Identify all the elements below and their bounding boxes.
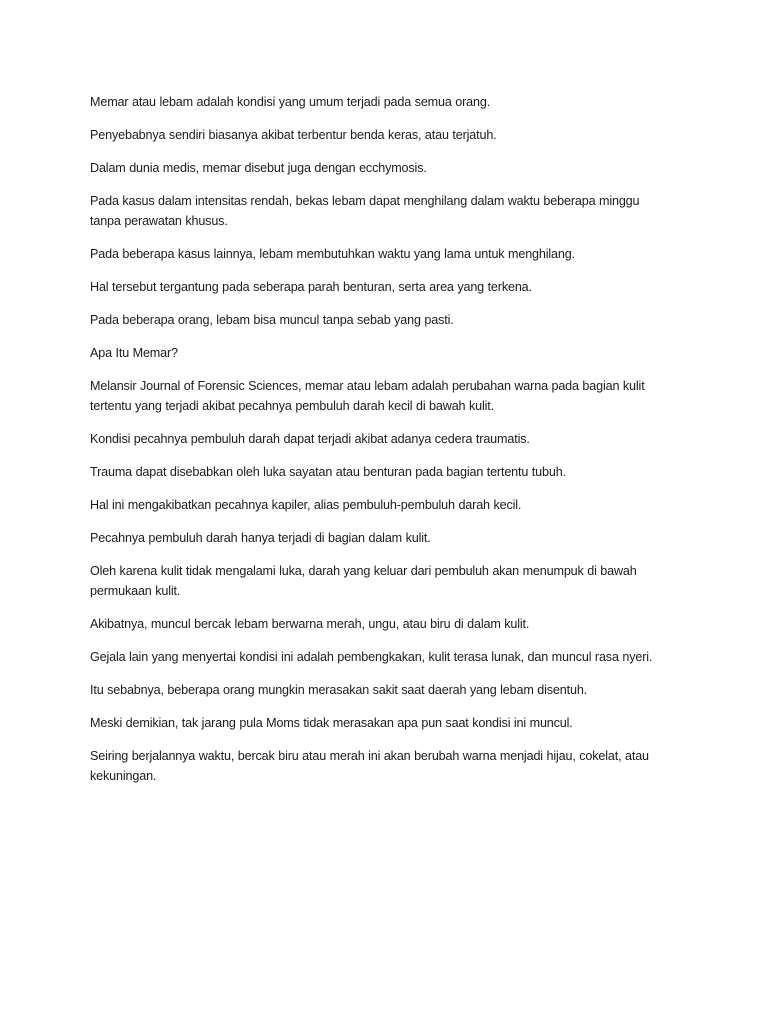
paragraph: Memar atau lebam adalah kondisi yang umum terjadi pada semua orang.	[90, 95, 491, 109]
paragraph: Hal tersebut tergantung pada seberapa parah benturan, serta area yang terkena.	[90, 280, 532, 294]
paragraph: Itu sebabnya, beberapa orang mungkin merasakan sakit saat daerah yang lebam disentuh.	[90, 683, 588, 697]
paragraph: Dalam dunia medis, memar disebut juga dengan ecchymosis.	[90, 161, 427, 175]
section-heading: Apa Itu Memar?	[90, 346, 178, 360]
paragraph: Penyebabnya sendiri biasanya akibat terbentur benda keras, atau terjatuh.	[90, 128, 497, 142]
paragraph: Trauma dapat disebabkan oleh luka sayatan atau benturan pada bagian tertentu tubuh.	[90, 465, 566, 479]
paragraph: Oleh karena kulit tidak mengalami luka, darah yang keluar dari pembuluh akan menumpuk di bawah permukaan kulit.	[90, 564, 637, 598]
paragraph: Gejala lain yang menyertai kondisi ini adalah pembengkakan, kulit terasa lunak, dan muncul rasa nyeri.	[90, 650, 653, 664]
paragraph: Meski demikian, tak jarang pula Moms tidak merasakan apa pun saat kondisi ini muncul.	[90, 716, 573, 730]
paragraph: Melansir Journal of Forensic Sciences, memar atau lebam adalah perubahan warna pada bagian kulit tertentu yang terjadi akibat pecahnya pembuluh darah kecil di bawah kulit.	[90, 379, 645, 413]
paragraph: Pada beberapa orang, lebam bisa muncul tanpa sebab yang pasti.	[90, 313, 454, 327]
paragraph: Akibatnya, muncul bercak lebam berwarna merah, ungu, atau biru di dalam kulit.	[90, 617, 530, 631]
paragraph: Seiring berjalannya waktu, bercak biru atau merah ini akan berubah warna menjadi hijau, cokelat, atau kekuningan.	[90, 749, 649, 783]
paragraph: Kondisi pecahnya pembuluh darah dapat terjadi akibat adanya cedera traumatis.	[90, 432, 530, 446]
paragraph: Pecahnya pembuluh darah hanya terjadi di bagian dalam kulit.	[90, 531, 431, 545]
paragraph: Hal ini mengakibatkan pecahnya kapiler, alias pembuluh-pembuluh darah kecil.	[90, 498, 522, 512]
paragraph: Pada kasus dalam intensitas rendah, bekas lebam dapat menghilang dalam waktu beberapa minggu tanpa perawatan khusus.	[90, 194, 640, 228]
paragraph: Pada beberapa kasus lainnya, lebam membutuhkan waktu yang lama untuk menghilang.	[90, 247, 575, 261]
